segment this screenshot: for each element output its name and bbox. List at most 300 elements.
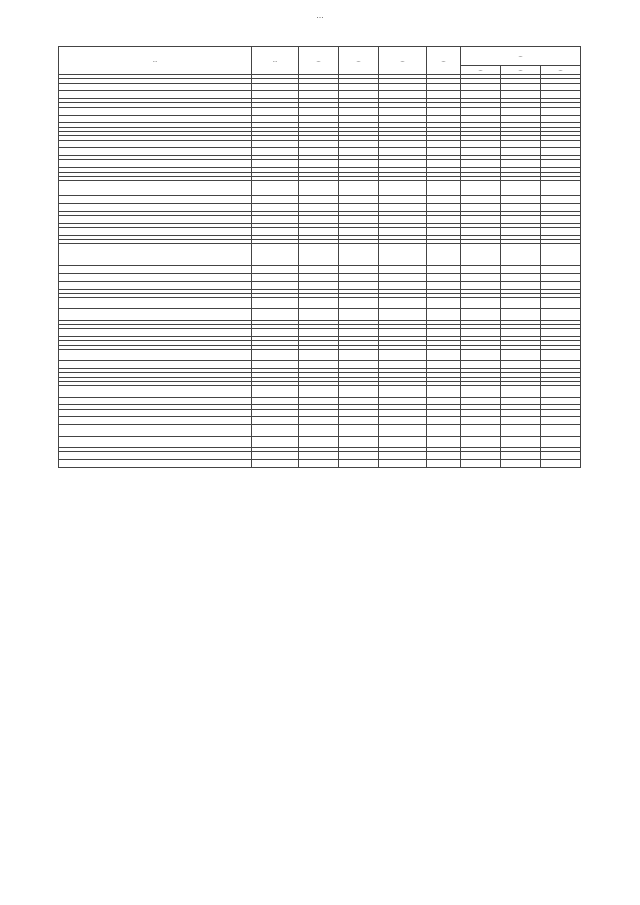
cell-name [59, 329, 252, 337]
cell-y2022 [501, 298, 541, 309]
cell-y2021 [461, 91, 501, 99]
table-row [59, 227, 581, 235]
cell-ved [252, 417, 299, 425]
cell-y2021 [461, 244, 501, 266]
cell-y2023 [541, 349, 581, 360]
cell-razdel [299, 281, 339, 289]
cell-ved [252, 140, 299, 148]
cell-y2023 [541, 273, 581, 281]
cell-podrazdel [339, 148, 379, 156]
cell-razdel [299, 140, 339, 148]
cell-vid [427, 309, 461, 320]
cell-y2022 [501, 115, 541, 123]
cell-razdel [299, 309, 339, 320]
cell-y2021 [461, 417, 501, 425]
cell-razdel [299, 83, 339, 91]
cell-y2023 [541, 425, 581, 436]
cell-y2021 [461, 452, 501, 460]
cell-name [59, 244, 252, 266]
table-row [59, 266, 581, 274]
cell-y2022 [501, 140, 541, 148]
cell-ved [252, 91, 299, 99]
cell-razdel [299, 452, 339, 460]
cell-vid [427, 140, 461, 148]
cell-razdel [299, 349, 339, 360]
table-row [59, 349, 581, 360]
cell-podrazdel [339, 459, 379, 467]
cell-name [59, 417, 252, 425]
table-row [59, 107, 581, 115]
cell-y2023 [541, 115, 581, 123]
cell-razdel [299, 215, 339, 223]
cell-razdel [299, 160, 339, 168]
cell-razdel [299, 244, 339, 266]
cell-y2023 [541, 83, 581, 91]
budget-table-container [58, 46, 580, 849]
cell-y2021 [461, 298, 501, 309]
cell-tsel [379, 148, 427, 156]
cell-y2021 [461, 386, 501, 397]
cell-podrazdel [339, 349, 379, 360]
cell-vid [427, 160, 461, 168]
cell-ved [252, 452, 299, 460]
cell-name [59, 386, 252, 397]
cell-ved [252, 107, 299, 115]
table-row [59, 215, 581, 223]
table-row [59, 425, 581, 436]
cell-vid [427, 181, 461, 196]
cell-razdel [299, 203, 339, 211]
cell-tsel [379, 115, 427, 123]
cell-podrazdel [339, 227, 379, 235]
cell-name [59, 195, 252, 203]
cell-tsel [379, 425, 427, 436]
cell-ved [252, 386, 299, 397]
cell-y2023 [541, 266, 581, 274]
cell-y2023 [541, 281, 581, 289]
cell-podrazdel [339, 273, 379, 281]
table-row [59, 181, 581, 196]
cell-y2022 [501, 386, 541, 397]
cell-y2022 [501, 148, 541, 156]
cell-razdel [299, 329, 339, 337]
cell-y2021 [461, 140, 501, 148]
cell-ved [252, 244, 299, 266]
cell-razdel [299, 107, 339, 115]
cell-y2021 [461, 349, 501, 360]
budget-table [58, 46, 581, 468]
cell-name [59, 160, 252, 168]
table-row [59, 409, 581, 417]
cell-name [59, 298, 252, 309]
cell-name [59, 83, 252, 91]
cell-y2022 [501, 203, 541, 211]
cell-y2021 [461, 266, 501, 274]
table-row [59, 436, 581, 447]
table-body [59, 75, 581, 468]
cell-podrazdel [339, 409, 379, 417]
table-row [59, 148, 581, 156]
cell-name [59, 459, 252, 467]
cell-vid [427, 244, 461, 266]
cell-name [59, 140, 252, 148]
cell-razdel [299, 181, 339, 196]
cell-y2023 [541, 148, 581, 156]
cell-podrazdel [339, 361, 379, 369]
cell-name [59, 273, 252, 281]
cell-y2022 [501, 361, 541, 369]
cell-ved [252, 148, 299, 156]
cell-tsel [379, 203, 427, 211]
cell-ved [252, 266, 299, 274]
cell-ved [252, 409, 299, 417]
cell-y2023 [541, 140, 581, 148]
cell-podrazdel [339, 298, 379, 309]
col-header-2021: … [461, 66, 501, 75]
cell-name [59, 361, 252, 369]
cell-podrazdel [339, 115, 379, 123]
cell-razdel [299, 115, 339, 123]
cell-y2021 [461, 215, 501, 223]
table-row [59, 417, 581, 425]
cell-vid [427, 386, 461, 397]
table-row [59, 452, 581, 460]
cell-vid [427, 425, 461, 436]
cell-y2023 [541, 203, 581, 211]
cell-y2022 [501, 349, 541, 360]
cell-ved [252, 329, 299, 337]
cell-vid [427, 452, 461, 460]
cell-y2022 [501, 409, 541, 417]
cell-podrazdel [339, 425, 379, 436]
cell-tsel [379, 298, 427, 309]
table-row [59, 386, 581, 397]
cell-vid [427, 83, 461, 91]
cell-name [59, 309, 252, 320]
cell-name [59, 215, 252, 223]
cell-vid [427, 349, 461, 360]
cell-y2022 [501, 459, 541, 467]
cell-podrazdel [339, 107, 379, 115]
table-row [59, 397, 581, 405]
cell-y2022 [501, 425, 541, 436]
cell-podrazdel [339, 329, 379, 337]
cell-y2022 [501, 452, 541, 460]
cell-y2023 [541, 227, 581, 235]
cell-y2023 [541, 195, 581, 203]
cell-vid [427, 215, 461, 223]
table-row [59, 309, 581, 320]
cell-y2021 [461, 148, 501, 156]
cell-ved [252, 436, 299, 447]
cell-y2022 [501, 329, 541, 337]
cell-ved [252, 273, 299, 281]
cell-ved [252, 425, 299, 436]
cell-tsel [379, 397, 427, 405]
cell-y2023 [541, 436, 581, 447]
table-row [59, 115, 581, 123]
cell-razdel [299, 417, 339, 425]
cell-name [59, 281, 252, 289]
cell-vid [427, 409, 461, 417]
cell-y2022 [501, 83, 541, 91]
cell-vid [427, 115, 461, 123]
cell-podrazdel [339, 160, 379, 168]
cell-name [59, 181, 252, 196]
cell-y2022 [501, 417, 541, 425]
cell-y2022 [501, 281, 541, 289]
table-row [59, 91, 581, 99]
cell-tsel [379, 281, 427, 289]
cell-vid [427, 91, 461, 99]
cell-tsel [379, 83, 427, 91]
cell-ved [252, 397, 299, 405]
cell-ved [252, 459, 299, 467]
cell-y2021 [461, 361, 501, 369]
cell-vid [427, 203, 461, 211]
cell-y2023 [541, 397, 581, 405]
cell-y2021 [461, 425, 501, 436]
cell-tsel [379, 140, 427, 148]
cell-name [59, 148, 252, 156]
cell-podrazdel [339, 181, 379, 196]
cell-ved [252, 349, 299, 360]
cell-vid [427, 397, 461, 405]
cell-razdel [299, 361, 339, 369]
cell-tsel [379, 244, 427, 266]
cell-y2023 [541, 107, 581, 115]
cell-podrazdel [339, 436, 379, 447]
cell-name [59, 227, 252, 235]
table-row [59, 140, 581, 148]
cell-podrazdel [339, 266, 379, 274]
cell-ved [252, 83, 299, 91]
table-row [59, 459, 581, 467]
table-row [59, 361, 581, 369]
cell-y2022 [501, 309, 541, 320]
table-row [59, 83, 581, 91]
table-row [59, 298, 581, 309]
cell-y2023 [541, 329, 581, 337]
cell-name [59, 452, 252, 460]
cell-vid [427, 148, 461, 156]
cell-ved [252, 361, 299, 369]
cell-y2021 [461, 227, 501, 235]
cell-y2023 [541, 309, 581, 320]
cell-podrazdel [339, 215, 379, 223]
cell-name [59, 397, 252, 405]
cell-vid [427, 298, 461, 309]
cell-razdel [299, 298, 339, 309]
table-row [59, 195, 581, 203]
cell-y2021 [461, 436, 501, 447]
cell-podrazdel [339, 140, 379, 148]
cell-y2021 [461, 409, 501, 417]
table-row [59, 281, 581, 289]
cell-y2023 [541, 181, 581, 196]
cell-y2022 [501, 160, 541, 168]
cell-razdel [299, 148, 339, 156]
col-header-vid: … [427, 47, 461, 75]
cell-podrazdel [339, 281, 379, 289]
cell-y2022 [501, 436, 541, 447]
cell-podrazdel [339, 91, 379, 99]
table-row [59, 273, 581, 281]
cell-razdel [299, 195, 339, 203]
cell-ved [252, 195, 299, 203]
cell-y2021 [461, 115, 501, 123]
cell-ved [252, 227, 299, 235]
cell-y2023 [541, 409, 581, 417]
cell-razdel [299, 425, 339, 436]
cell-tsel [379, 361, 427, 369]
cell-y2021 [461, 273, 501, 281]
cell-name [59, 266, 252, 274]
cell-vid [427, 107, 461, 115]
col-header-ved: … [252, 47, 299, 75]
cell-tsel [379, 436, 427, 447]
cell-tsel [379, 181, 427, 196]
cell-tsel [379, 195, 427, 203]
cell-razdel [299, 227, 339, 235]
cell-y2022 [501, 397, 541, 405]
cell-podrazdel [339, 397, 379, 405]
cell-y2023 [541, 386, 581, 397]
cell-ved [252, 115, 299, 123]
cell-y2021 [461, 107, 501, 115]
cell-y2022 [501, 266, 541, 274]
cell-podrazdel [339, 309, 379, 320]
cell-razdel [299, 273, 339, 281]
cell-ved [252, 160, 299, 168]
cell-y2022 [501, 195, 541, 203]
cell-tsel [379, 273, 427, 281]
cell-name [59, 115, 252, 123]
cell-name [59, 436, 252, 447]
cell-tsel [379, 417, 427, 425]
cell-razdel [299, 397, 339, 405]
cell-vid [427, 195, 461, 203]
cell-razdel [299, 386, 339, 397]
cell-razdel [299, 436, 339, 447]
cell-y2022 [501, 227, 541, 235]
cell-y2022 [501, 244, 541, 266]
cell-tsel [379, 215, 427, 223]
cell-vid [427, 417, 461, 425]
cell-vid [427, 329, 461, 337]
cell-y2023 [541, 452, 581, 460]
cell-y2023 [541, 361, 581, 369]
cell-y2021 [461, 397, 501, 405]
cell-name [59, 203, 252, 211]
cell-name [59, 107, 252, 115]
cell-tsel [379, 409, 427, 417]
cell-ved [252, 298, 299, 309]
cell-ved [252, 203, 299, 211]
cell-y2021 [461, 203, 501, 211]
cell-razdel [299, 266, 339, 274]
cell-y2022 [501, 91, 541, 99]
col-header-tsel: … [379, 47, 427, 75]
cell-tsel [379, 266, 427, 274]
cell-y2021 [461, 281, 501, 289]
cell-razdel [299, 91, 339, 99]
page-number: … [316, 12, 324, 20]
cell-y2023 [541, 417, 581, 425]
col-header-2023: … [541, 66, 581, 75]
col-header-name: … [59, 47, 252, 75]
cell-y2022 [501, 215, 541, 223]
cell-ved [252, 181, 299, 196]
cell-name [59, 91, 252, 99]
cell-vid [427, 227, 461, 235]
cell-tsel [379, 349, 427, 360]
cell-name [59, 425, 252, 436]
cell-ved [252, 215, 299, 223]
cell-tsel [379, 227, 427, 235]
cell-y2022 [501, 273, 541, 281]
cell-vid [427, 361, 461, 369]
cell-name [59, 409, 252, 417]
cell-y2022 [501, 181, 541, 196]
cell-y2021 [461, 195, 501, 203]
cell-tsel [379, 160, 427, 168]
cell-podrazdel [339, 386, 379, 397]
cell-y2023 [541, 459, 581, 467]
cell-tsel [379, 452, 427, 460]
cell-tsel [379, 107, 427, 115]
table-row [59, 329, 581, 337]
cell-y2021 [461, 83, 501, 91]
cell-tsel [379, 329, 427, 337]
cell-y2021 [461, 329, 501, 337]
cell-vid [427, 436, 461, 447]
cell-tsel [379, 386, 427, 397]
cell-y2021 [461, 160, 501, 168]
table-row [59, 244, 581, 266]
cell-razdel [299, 409, 339, 417]
table-row [59, 203, 581, 211]
cell-ved [252, 281, 299, 289]
cell-razdel [299, 459, 339, 467]
cell-y2023 [541, 160, 581, 168]
cell-podrazdel [339, 417, 379, 425]
cell-podrazdel [339, 244, 379, 266]
col-header-summa: … [461, 47, 581, 66]
cell-tsel [379, 459, 427, 467]
col-header-podrazdel: … [339, 47, 379, 75]
cell-tsel [379, 309, 427, 320]
cell-podrazdel [339, 195, 379, 203]
cell-y2021 [461, 459, 501, 467]
cell-vid [427, 281, 461, 289]
cell-y2022 [501, 107, 541, 115]
cell-vid [427, 266, 461, 274]
cell-vid [427, 459, 461, 467]
cell-vid [427, 273, 461, 281]
cell-y2021 [461, 181, 501, 196]
cell-name [59, 349, 252, 360]
cell-tsel [379, 91, 427, 99]
cell-y2021 [461, 309, 501, 320]
cell-y2023 [541, 91, 581, 99]
cell-podrazdel [339, 452, 379, 460]
table-row [59, 160, 581, 168]
cell-y2023 [541, 298, 581, 309]
cell-podrazdel [339, 83, 379, 91]
col-header-2022: … [501, 66, 541, 75]
col-header-razdel: … [299, 47, 339, 75]
